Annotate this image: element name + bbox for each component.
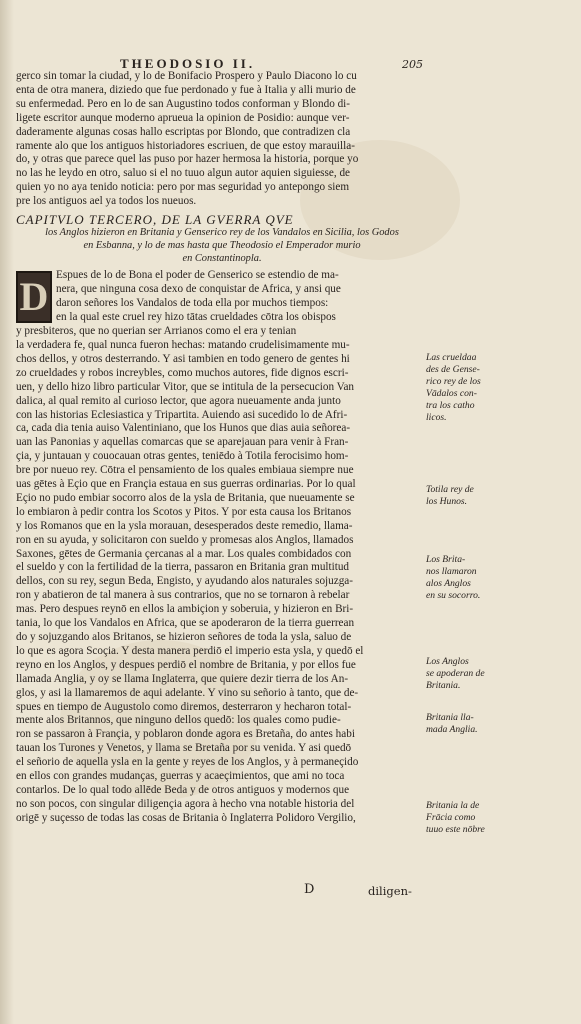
text-line: en ellos con grandes mudanças, guerras y acaeçimientos, que ami no toca (16, 770, 345, 783)
marginal-note (426, 800, 498, 836)
text-line: ligete escritor aunque moderno aprueua la opinion de Posidio: aunque ver- (16, 111, 350, 124)
first-lines-beside-initial (16, 269, 428, 339)
text-line: daron señores los Vandalos de toda ella por muchos tiempos: (56, 297, 329, 310)
main-text-block (16, 70, 428, 826)
marginal-note-line: Vādalos con- (426, 388, 477, 399)
text-line: quien yo no aya tenido noticia: pero por mas seguridad yo antepongo siem (16, 181, 350, 194)
text-line: do, y otras que parece quel las puso por hazer hermosa la historia, porque yo (16, 153, 359, 166)
text-line: ca, cada dia tenia auiso Valentiniano, que los Hunos que dias auia señorea- (16, 422, 351, 435)
marginal-note-line: Britania lla- (426, 712, 474, 723)
text-line: su enfermedad. Pero en lo de san Augustino todos conforman y Blondo di- (16, 97, 351, 110)
text-line: Eçio no pudo embiar socorro alos de la ysla de Britania, que nueuamente se (16, 491, 355, 504)
text-line: ron y abatieron de tal manera à sus contrarios, que no se tornaron à rebelar (16, 589, 350, 602)
marginal-note-line: Britania. (426, 680, 461, 691)
text-line: mente alos Britannos, que ninguno dellos quedō: los quales como pudie- (16, 714, 341, 727)
text-line: bre por nueuo rey. Cōtra el pensamiento de los quales embiaua siempre nue (16, 464, 354, 477)
text-line: uan las Panonias y aquellas comarcas que se aparejauan para venir à Fran- (16, 436, 349, 449)
marginal-note-line: des de Gense- (426, 364, 480, 375)
text-line: uas gētes à Eçio que en Françia estaua en sus guerras ordinarias. Por lo qual (16, 478, 356, 491)
marginal-note-line: Los Anglos (426, 656, 469, 667)
drop-cap-initial (16, 271, 52, 323)
marginal-note-line: Britania la de (426, 800, 480, 811)
page-footer (0, 882, 430, 902)
text-line: y presbiteros, que no querian ser Arrianos como el era y tenian (16, 325, 297, 338)
text-line: daderamente algunas cosas hallo escriptas por Blondo, que contradizen cla (16, 125, 351, 138)
marginal-note (426, 352, 498, 424)
text-line: ron se passaron à Françia, y poblaron donde agora es Bretaña, do antes habi (16, 728, 355, 741)
text-line: chos dellos, y otros desterrando. Y asi tambien en todo genero de gentes hi (16, 352, 350, 365)
chapter-title: CAPITVLO TERCERO, DE LA GVERRA QVE (16, 212, 294, 228)
subtitle-line: en Esbanna, y lo de mas hasta que Theodosio el Emperador murio (83, 239, 361, 251)
text-line: dalica, al qual remito al curioso lector, que agora nueuamente anda junto (16, 394, 341, 407)
top-paragraph (16, 70, 428, 209)
text-line: gerco sin tomar la ciudad, y lo de Bonifacio Prospero y Paulo Diacono lo cu (16, 70, 357, 82)
text-line: tauan los Turones y Venetos, y llama se Bretaña por su venida. Y asi quedō (16, 742, 352, 755)
text-line: çia, y juntauan y couocauan otras gentes, teniēdo à Totila ferocisimo hom- (16, 450, 349, 463)
subtitle-line: en Constantinopla. (182, 252, 262, 264)
folio-number: 205 (402, 58, 423, 71)
text-line: no las he leydo en otro, saluo si el no tuuo algun autor aquien siguiesse, de (16, 167, 351, 180)
text-line: reyno en los Anglos, y despues perdiō el nombre de Britania, y por ellos fue (16, 658, 356, 671)
text-line: ramente alo que los antiguos historiadores escriuen, de que estoy marauilla- (16, 139, 355, 152)
text-line: no son pocos, con singular diligençia agora à hecho vna notable historia del (16, 797, 355, 810)
marginal-note-line: Frācia como (426, 812, 476, 823)
text-line: contarlos. De lo qual todo allēde Beda y de otros antiguos y modernos que (16, 783, 350, 796)
text-line: tania, lo que los Vandalos en Africa, que se apoderaron de la tierra guerrean (16, 617, 355, 630)
marginal-note-line: tuuo este nōbre (426, 824, 485, 835)
marginal-note-line: alos Anglos (426, 578, 471, 589)
text-line: Saxones, gētes de Germania çercanas al a mar. Los quales combidados con (16, 547, 352, 560)
text-line: mas. Pero despues reynō en ellos la ambiçion y soberuia, y hizieron en Bri- (16, 603, 354, 616)
marginal-note-line: Totila rey de (426, 484, 474, 495)
text-line: lo embiaron à pedir contra los Scotos y Pitos. Y por esta causa los Britanos (16, 505, 352, 518)
running-head: THEODOSIO II. (120, 56, 256, 71)
text-line: dellos, con su rey, segun Beda, Engisto, y ayudando alos naturales sojuzga- (16, 575, 353, 588)
marginal-note-line: se apoderan de (426, 668, 485, 679)
marginal-note (426, 656, 498, 692)
text-line: el sueldo y con la fertilidad de la tierra, passaron en Britania gran multitud (16, 561, 350, 574)
marginal-note-line: licos. (426, 412, 447, 423)
marginal-note-line: nos llamaron (426, 566, 477, 577)
subtitle-line: los Anglos hizieron en Britania y Genserico rey de los Vandalos en Sicilia, los Godos (45, 227, 399, 239)
signature-mark: D (304, 882, 315, 897)
text-line: lo que es agora Scoçia. Y desta manera perdiō el imperio esta ysla, y quedō el (16, 644, 364, 657)
text-line: spues en tiempo de Augustolo como diremos, desterraron y hecharon total- (16, 700, 352, 713)
text-line: la verdadera fe, qual nunca fueron hechas: matando crudelisimamente mu- (16, 338, 350, 351)
text-line: llamada Anglia, y oy se llama Inglaterra, que quiere dezir tierra de los An- (16, 672, 349, 685)
catchword: diligen- (368, 884, 412, 898)
marginal-note (426, 712, 498, 736)
text-line: zo crueldades y robos increybles, como muchos autores, fide dignos escri- (16, 366, 349, 379)
text-line: ron en su ayuda, y solicitaron con sueldo y promesas alos Anglos, llamados (16, 533, 354, 546)
marginal-note-line: tra los catho (426, 400, 475, 411)
marginal-note (426, 484, 498, 508)
text-line: el señorio de aquella ysla en la gente y reyes de los Anglos, y à permaneçido (16, 756, 359, 769)
text-line: uen, y dello hizo libro particular Vitor, que se intitula de la persecucion Van (16, 380, 355, 393)
text-line: y los Romanos que en la ysla morauan, desesperados deste remedio, llama- (16, 519, 353, 532)
marginal-note-line: los Hunos. (426, 496, 468, 507)
text-line: do y sojuzgando alos Britanos, se hizieron señores de toda la ysla, saluo de (16, 631, 352, 644)
text-line: enta de otra manera, diziedo que fue perdonado y fue à Italia y alli murio de (16, 83, 356, 96)
chapter-paragraph (16, 339, 428, 826)
text-line: Espues de lo de Bona el poder de Genserico se estendio de ma- (56, 269, 339, 282)
text-line: glos, y asi la llamaremos de aqui adelante. Y vino su señorio à tanto, que de- (16, 686, 359, 699)
marginal-note-line: en su socorro. (426, 590, 481, 601)
marginal-note-line: mada Anglia. (426, 724, 478, 735)
marginal-note (426, 554, 498, 602)
text-line: pre los antiguos ael ya todos los nueuos. (16, 195, 197, 208)
marginal-note-line: Las crueldaa (426, 352, 477, 363)
chapter-subtitle (16, 227, 428, 265)
drop-cap-letter: D (19, 274, 49, 320)
text-line: origē y suçesso de todas las cosas de Britania ò Inglaterra Polidoro Vergilio, (16, 811, 356, 824)
text-line: con las historias Eclesiastica y Tripartita. Auiendo asi sucedido lo de Afri- (16, 408, 348, 421)
text-line: en la qual este cruel rey hizo tātas crueldades cōtra los obispos (56, 311, 336, 324)
chapter-body (16, 269, 428, 825)
text-line: nera, que ninguna cosa dexo de conquistar de Africa, y ansi que (56, 283, 341, 296)
page-gutter-shadow (0, 0, 14, 1024)
marginal-note-line: rico rey de los (426, 376, 481, 387)
marginal-note-line: Los Brita- (426, 554, 466, 565)
